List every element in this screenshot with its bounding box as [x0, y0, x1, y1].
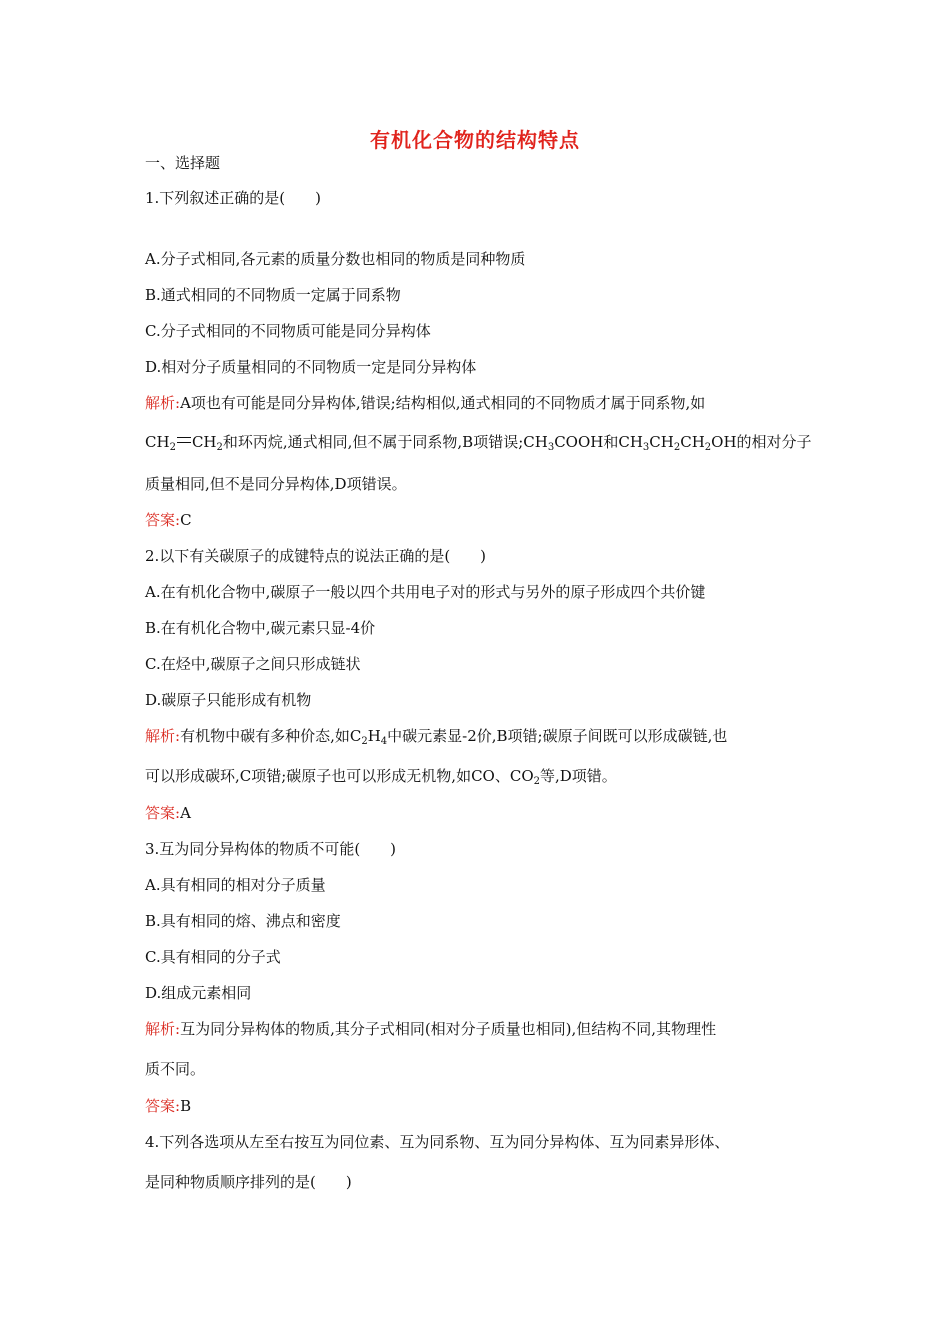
subscript: 3	[547, 442, 555, 453]
subscript: 3	[642, 442, 650, 453]
analysis-label: 解析:	[145, 1020, 181, 1038]
question-1-stem: 1.下列叙述正确的是( )	[145, 189, 322, 207]
question-2-option-a: A.在有机化合物中,碳原子一般以四个共用电子对的形式与另外的原子形成四个共价键	[145, 583, 706, 601]
subscript: 2	[216, 442, 223, 453]
document-title: 有机化合物的结构特点	[370, 128, 580, 152]
answer-label: 答案:	[145, 804, 181, 822]
question-1-analysis-line-3: 质量相同,但不是同分异构体,D项错误。	[145, 475, 407, 493]
subscript: 2	[704, 442, 712, 453]
question-1-option-b: B.通式相同的不同物质一定属于同系物	[145, 286, 401, 304]
question-1-option-c: C.分子式相同的不同物质可能是同分异构体	[145, 322, 431, 340]
question-3-answer	[145, 1096, 815, 1116]
subscript: 2	[673, 442, 681, 453]
section-heading: 一、选择题	[145, 154, 221, 172]
question-2-stem: 2.以下有关碳原子的成键特点的说法正确的是( )	[145, 547, 487, 565]
analysis-text: 可以形成碳环,C项错;碳原子也可以形成无机物,如CO、CO	[145, 767, 534, 785]
question-4-stem-line-1: 4.下列各选项从左至右按互为同位素、互为同系物、互为同分异构体、互为同素异形体、	[145, 1133, 730, 1151]
question-3-option-d: D.组成元素相同	[145, 984, 252, 1002]
question-2-analysis-line-2	[145, 766, 815, 786]
subscript: 2	[169, 442, 176, 453]
answer-value: B	[180, 1097, 192, 1115]
question-3-option-b: B.具有相同的熔、沸点和密度	[145, 912, 341, 930]
formula-part: CH	[145, 433, 170, 451]
analysis-text: 等,D项错。	[540, 767, 617, 785]
question-3-option-a: A.具有相同的相对分子质量	[145, 876, 326, 894]
question-2-answer	[145, 803, 815, 823]
answer-label: 答案:	[145, 511, 181, 529]
answer-value: A	[180, 804, 191, 822]
subscript: 2	[361, 736, 368, 747]
analysis-label: 解析:	[145, 727, 181, 745]
analysis-label: 解析:	[145, 394, 181, 412]
question-3-analysis-line-2: 质不同。	[145, 1060, 206, 1078]
analysis-text: OH的相对分子	[711, 433, 812, 451]
question-2-analysis-line-1	[145, 726, 815, 746]
question-2-option-c: C.在烃中,碳原子之间只形成链状	[145, 655, 361, 673]
analysis-text: A项也有可能是同分异构体,错误;结构相似,通式相同的不同物质才属于同系物,如	[180, 394, 706, 412]
question-3-stem: 3.互为同分异构体的物质不可能( )	[145, 840, 397, 858]
formula-part: CH	[680, 433, 705, 451]
answer-label: 答案:	[145, 1097, 181, 1115]
question-1-answer	[145, 510, 815, 530]
question-3-analysis-line-1	[145, 1019, 815, 1039]
question-1-analysis-line-2	[145, 432, 815, 452]
answer-value: C	[180, 511, 192, 529]
question-1-analysis-line-1	[145, 393, 815, 413]
question-4-stem-line-2: 是同种物质顺序排列的是( )	[145, 1173, 352, 1191]
analysis-text: 互为同分异构体的物质,其分子式相同(相对分子质量也相同),但结构不同,其物理性	[180, 1020, 717, 1038]
subscript: 2	[533, 776, 540, 787]
question-2-option-d: D.碳原子只能形成有机物	[145, 691, 312, 709]
question-1-option-d: D.相对分子质量相同的不同物质一定是同分异构体	[145, 358, 477, 376]
question-3-option-c: C.具有相同的分子式	[145, 948, 281, 966]
analysis-text: 和环丙烷,通式相同,但不属于同系物,B项错误;CH	[222, 433, 548, 451]
double-bond-icon	[177, 437, 191, 443]
analysis-text: COOH和CH	[554, 433, 643, 451]
question-1-option-a: A.分子式相同,各元素的质量分数也相同的物质是同种物质	[145, 250, 526, 268]
question-2-option-b: B.在有机化合物中,碳元素只显-4价	[145, 619, 376, 637]
subscript: 4	[380, 736, 388, 747]
formula-part: H	[367, 727, 381, 745]
formula-part: CH	[191, 433, 217, 451]
analysis-text: 有机物中碳有多种价态,如C	[180, 727, 362, 745]
analysis-text: 中碳元素显-2价,B项错;碳原子间既可以形成碳链,也	[387, 727, 728, 745]
formula-part: CH	[649, 433, 674, 451]
